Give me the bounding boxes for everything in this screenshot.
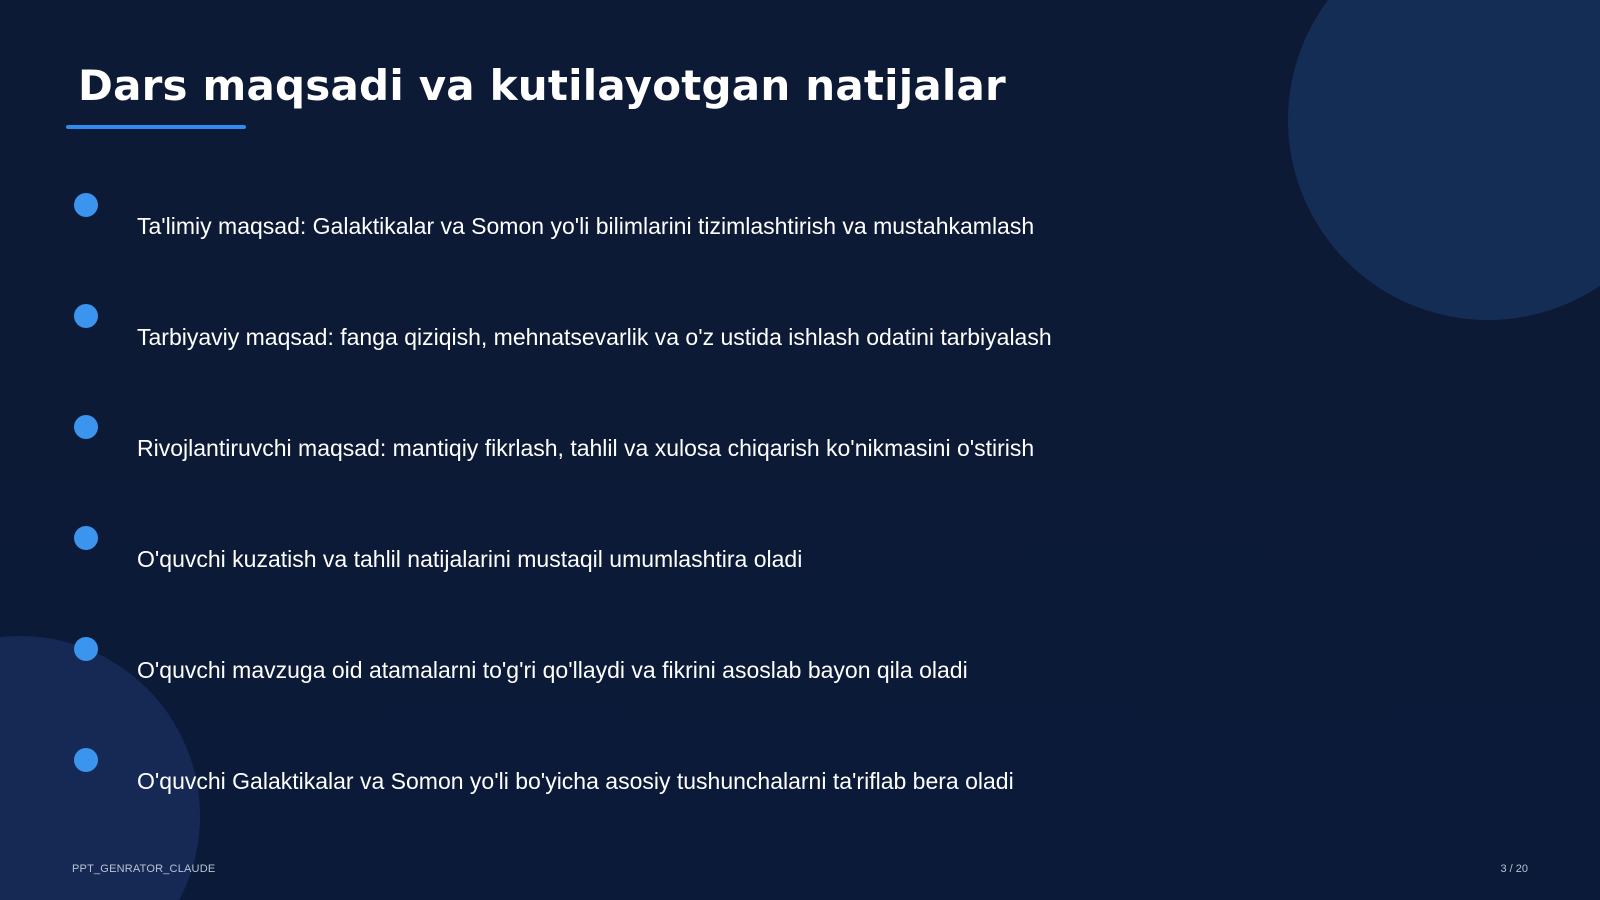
bullet-dot-icon	[74, 637, 98, 661]
bullet-item	[0, 415, 1200, 505]
bullet-text: O'quvchi Galaktikalar va Somon yo'li bo'yicha asosiy tushunchalarni ta'riflab bera oladi	[137, 768, 1014, 794]
bullet-dot-icon	[74, 193, 98, 217]
bullet-item	[0, 304, 1200, 394]
bullet-dot-icon	[74, 526, 98, 550]
bullet-text: Tarbiyaviy maqsad: fanga qiziqish, mehnatsevarlik va o'z ustida ishlash odatini tarbiyalash	[137, 324, 1052, 350]
bullet-dot-icon	[74, 304, 98, 328]
bullet-dot-icon	[74, 415, 98, 439]
bullet-text: O'quvchi kuzatish va tahlil natijalarini mustaqil umumlashtira oladi	[137, 546, 803, 572]
page-indicator: 3 / 20	[1500, 863, 1528, 875]
slide-title: Dars maqsadi va kutilayotgan natijalar	[78, 61, 1006, 110]
footer-watermark: PPT_GENRATOR_CLAUDE	[72, 863, 216, 875]
bullet-dot-icon	[74, 748, 98, 772]
bullet-text: Ta'limiy maqsad: Galaktikalar va Somon yo'li bilimlarini tizimlashtirish va mustahkamlash	[137, 213, 1035, 239]
bullet-item	[0, 748, 1200, 838]
bullet-text: O'quvchi mavzuga oid atamalarni to'g'ri qo'llaydi va fikrini asoslab bayon qila oladi	[137, 657, 968, 683]
bullet-item	[0, 637, 1200, 727]
bullet-item	[0, 193, 1200, 283]
bullet-item	[0, 526, 1200, 616]
bullet-text: Rivojlantiruvchi maqsad: mantiqiy fikrlash, tahlil va xulosa chiqarish ko'nikmasini o'stirish	[137, 435, 1035, 461]
